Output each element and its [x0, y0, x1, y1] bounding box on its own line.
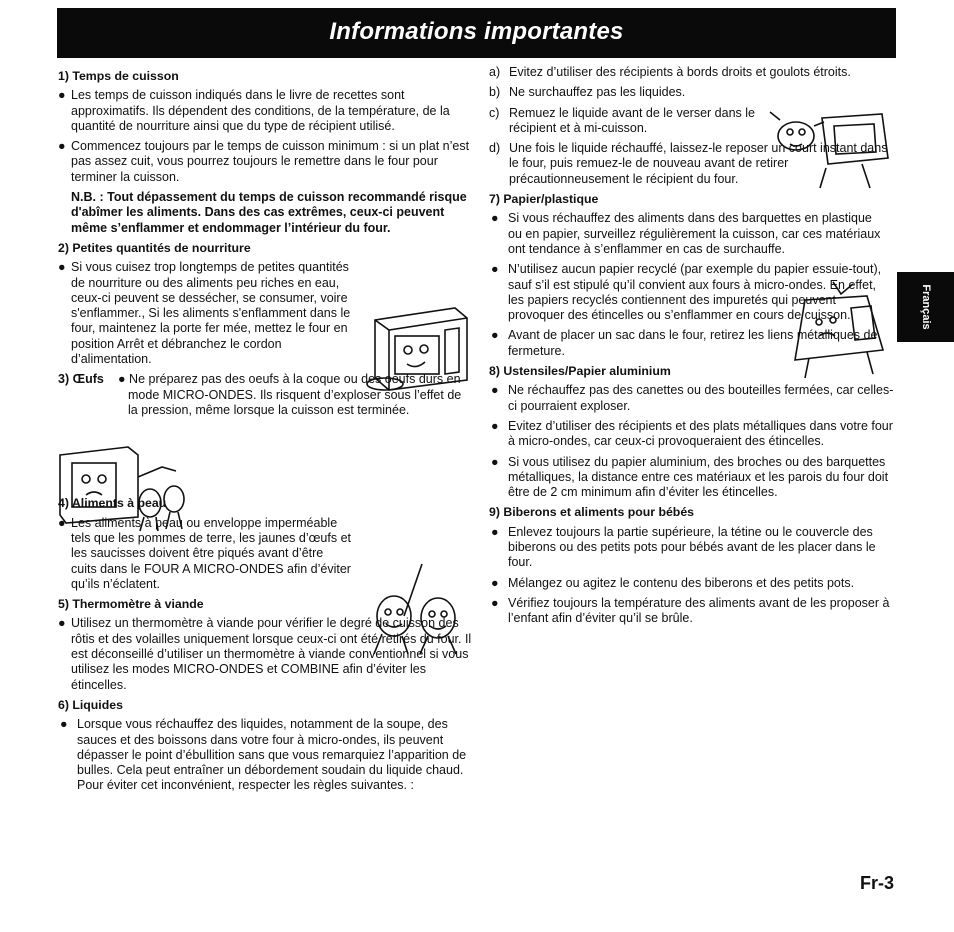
bullet-icon: ● — [491, 383, 499, 398]
title-banner — [57, 8, 896, 58]
section-heading: 3) Œufs — [58, 372, 104, 387]
bullet-icon: ● — [491, 328, 499, 343]
bullet-text: Ne réchauffez pas des canettes ou des bouteilles fermées, car celles-ci pourraient exploser. — [508, 383, 894, 413]
bullet-text: Commencez toujours par le temps de cuisson minimum : si un plat n’est pas assez cuit, vous pourrez toujours le remettre dans le four pour terminer la cuisson. — [71, 139, 470, 184]
list-letter: b) — [489, 85, 501, 100]
bullet-text: Vérifiez toujours la température des aliments avant de les proposer à l’enfant afin d’éviter qu’il se brûle. — [508, 595, 890, 626]
warning-note: N.B. : Tout dépassement du temps de cuisson recommandé risque d'abîmer les aliments. Dans des cas extrêmes, ceux-ci peuvent même s’enflammer et endommager l’intérieur du four. — [71, 190, 467, 235]
bullet-text: Evitez d’utiliser des récipients et des plats métalliques dans votre four à micro-ondes, car ceux-ci provoqueraient des étincelles. — [508, 418, 893, 449]
bullet-text: Lorsque vous réchauffez des liquides, notamment de la soupe, des sauces et des boissons dans votre four à micro-ondes, ils peuvent dépasser le point d’ébullition sans que vous remarquiez l’apparition de bulles. Cela peut entraîner un débordement soudain du liquide chaud. Pour éviter cet inconvénient, respecter les règles suivantes. : — [77, 717, 467, 793]
list-text: Une fois le liquide réchauffé, laissez-le reposer un court instant dans le four, puis remuez-le de nouveau avant de retirer précautionneusement le récipient du four. — [509, 141, 888, 186]
list-letter: d) — [489, 141, 501, 156]
language-tab — [897, 272, 954, 342]
bullet-item — [58, 88, 474, 134]
bullet-icon: ● — [58, 139, 66, 154]
bullet-icon: ● — [491, 524, 499, 539]
page-number: Fr-3 — [859, 873, 894, 893]
list-text: Ne surchauffez pas les liquides. — [509, 85, 686, 100]
list-item — [489, 65, 895, 80]
bullet-item — [58, 717, 474, 793]
list-text: Evitez d’utiliser des récipients à bords droits et goulots étroits. — [509, 65, 851, 79]
section-heading: 4) Aliments à peau — [58, 496, 167, 511]
bullet-icon: ● — [118, 372, 126, 387]
section-heading: 5) Thermomètre à viande — [58, 597, 204, 612]
bullet-text: Si vous cuisez trop longtemps de petites quantités de nourriture ou des aliments peu riches en eau, ceux-ci peuvent se dessécher, se consumer, voire s'enflammer., Si les aliments s'enflamment dans le four, maintenez la porte fer mée, mettez le four en position Arrêt et débranchez le cordon d’alimentation. — [71, 260, 351, 367]
section-heading: 6) Liquides — [58, 697, 123, 712]
section-heading: 1) Temps de cuisson — [58, 69, 179, 83]
language-tab-label: Français — [919, 284, 932, 330]
section-heading: 9) Biberons et aliments pour bébés — [489, 505, 694, 520]
bullet-item — [489, 455, 895, 501]
bullet-text: Si vous réchauffez des aliments dans des barquettes en plastique ou en papier, surveillez régulièrement la cuisson, car ces matériaux ont tendance à s’enflammer en cas de surchauffe. — [508, 211, 881, 256]
bullet-item — [489, 525, 895, 571]
bullet-text: Si vous utilisez du papier aluminium, des broches ou des barquettes métalliques, la distance entre ces matériaux et les parois du four doit être de 2 cm minimum afin d’éviter les étincelles. — [508, 454, 889, 500]
bullet-text: Avant de placer un sac dans le four, retirez les liens métalliques de fermeture. — [508, 328, 878, 358]
kettle-cartoon-icon — [762, 108, 894, 192]
bullet-icon: ● — [491, 262, 499, 277]
list-text: Remuez le liquide avant de le verser dans le récipient et à mi-cuisson. — [509, 105, 755, 135]
list-letter: c) — [489, 105, 500, 120]
list-letter: a) — [489, 65, 501, 79]
paper-bag-cartoon-icon — [775, 278, 889, 382]
page-title: Informations importantes — [329, 18, 624, 45]
bullet-icon: ● — [491, 211, 499, 226]
bullet-text: Mélangez ou agitez le contenu des biberons et des petits pots. — [508, 575, 855, 590]
bullet-icon: ● — [58, 260, 66, 275]
bullet-text: Enlevez toujours la partie supérieure, la tétine ou le couvercle des biberons ou des petits pots pour bébés avant de les placer dans le four. — [508, 524, 876, 570]
bullet-icon: ● — [60, 717, 68, 732]
list-item — [489, 106, 764, 137]
bullet-text: N’utilisez aucun papier recyclé (par exemple du papier essuie-tout), sauf s’il est stipulé qu’il convient aux fours à micro-ondes. En effet, les papiers recyclés contiennent des impuretés qui peuvent provoquer des étincelles ou s’enflammer en cours de cuisson. — [508, 262, 882, 323]
bullet-text: Les aliments à peau ou enveloppe imperméable tels que les pommes de terre, les jaunes d’œufs et les saucisses doivent être piqués avant d’être cuits dans le FOUR A MICRO-ONDES afin d’éviter qu’ils n’éclatent. — [71, 515, 351, 591]
bullet-item — [489, 576, 895, 591]
microwave-cartoon-icon — [355, 300, 473, 400]
bullet-icon: ● — [58, 515, 66, 530]
bullet-icon: ● — [58, 88, 66, 103]
bullet-icon: ● — [491, 595, 499, 610]
bullet-icon: ● — [491, 575, 499, 590]
bullet-item — [489, 596, 895, 627]
bullet-item — [489, 383, 895, 414]
bullet-item — [58, 260, 356, 367]
list-item — [489, 85, 759, 100]
bullet-icon: ● — [491, 418, 499, 433]
bullet-text: Les temps de cuisson indiqués dans le livre de recettes sont approximatifs. Ils dépendent des conditions, de la température, de la quantité de nourriture ainsi que du type de récipient utilisé. — [71, 88, 450, 133]
section-heading: 8) Ustensiles/Papier aluminium — [489, 364, 671, 379]
bullet-item — [489, 211, 888, 257]
dancing-potatoes-cartoon-icon — [360, 560, 472, 658]
bullet-icon: ● — [491, 454, 499, 469]
bullet-icon: ● — [58, 616, 66, 631]
oven-with-eggs-cartoon-icon — [58, 437, 188, 535]
bullet-item — [489, 419, 895, 450]
bullet-text: Ne préparez pas des oeufs à la coque ou des oeufs durs en mode MICRO-ONDES. Ils risquent d’exploser sous l’effet de la pression, même lorsque la cuisson est terminée. — [128, 372, 462, 417]
bullet-text: Utilisez un thermomètre à viande pour vérifier le degré de cuisson des rôtis et des volailles uniquement lorsque ceux-ci ont été retirés du four. Il est déconseillé d’utiliser un thermomètre à viande conventionnel si vous utilisez les modes MICRO-ONDES et COMBINE afin d’éviter les étincelles. — [71, 616, 472, 692]
left-column — [58, 65, 474, 799]
section-heading: 2) Petites quantités de nourriture — [58, 240, 251, 255]
section-heading: 7) Papier/plastique — [489, 192, 599, 207]
bullet-item — [58, 139, 474, 185]
